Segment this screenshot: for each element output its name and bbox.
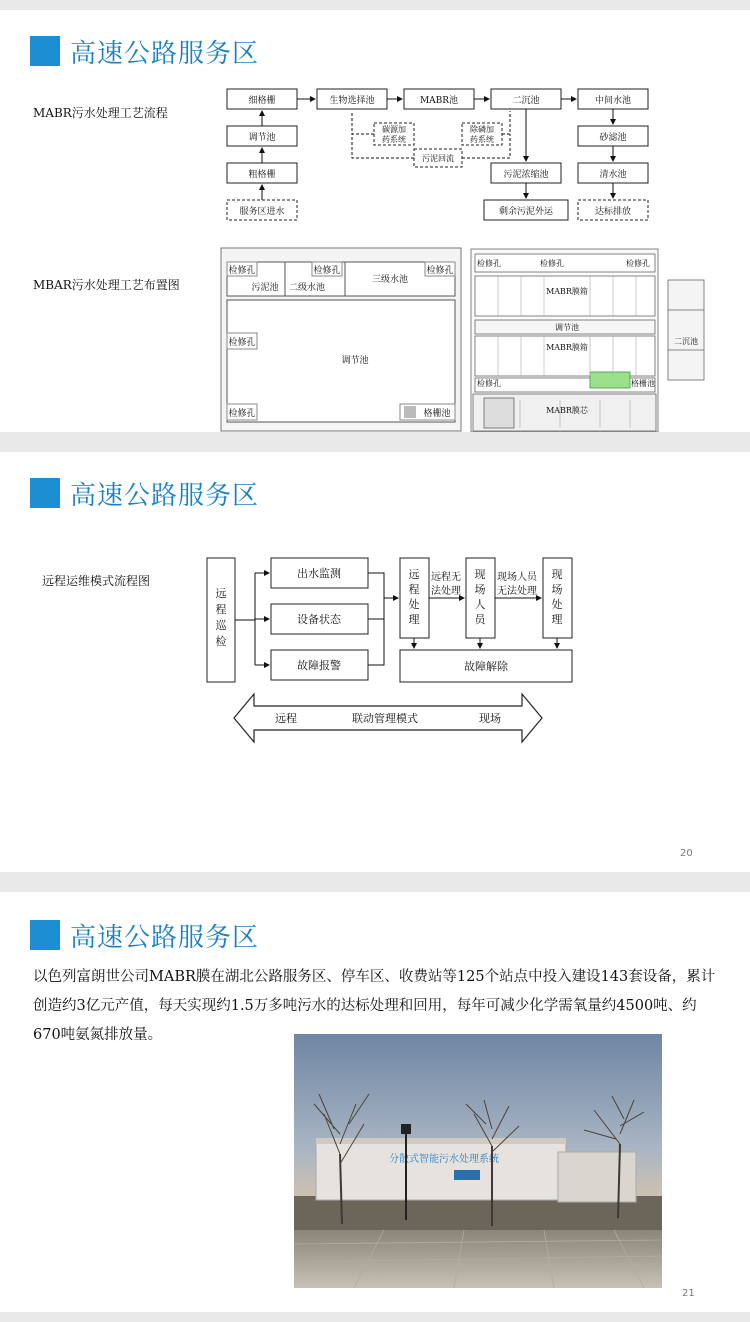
plan-r-mabr-2: MABR膜箱 — [546, 343, 588, 352]
flow-box-tiaojiechi: 调节池 — [248, 133, 276, 143]
plan-hole-3: 检修孔 — [426, 266, 454, 276]
flow-box-chulin: 除磷加 — [470, 125, 494, 134]
flow-box-tanyuan: 碳源加 — [382, 125, 406, 134]
plan-r-hole-1: 检修孔 — [477, 259, 501, 268]
photo-sign: 分散式智能污水处理系统 — [389, 1154, 499, 1165]
arrow-left-label: 远程 — [275, 712, 297, 725]
flow-box-dabiao: 达标排放 — [594, 207, 632, 217]
plan-hole-4: 检修孔 — [228, 338, 256, 348]
flow-box-qingshui: 清水池 — [599, 170, 627, 180]
node-xr-2: 场 — [474, 583, 486, 596]
plan-erji: 二级水池 — [288, 283, 326, 293]
flow-box-erchen: 二沉池 — [512, 96, 540, 106]
flow-box-nongsuo: 污泥浓缩池 — [503, 170, 549, 180]
layout-plan-right — [471, 249, 704, 432]
node-xr-1: 现 — [474, 568, 486, 581]
plan-r-mabr-ji: MABR膜芯 — [546, 406, 588, 415]
layout-label: MBAR污水处理工艺布置图 — [33, 278, 180, 292]
node-xunjian-1: 远 — [215, 587, 227, 600]
flow-box-shengwu: 生物选择池 — [329, 96, 375, 106]
plan-r-hole-4: 检修孔 — [477, 379, 501, 388]
flow-box-shalv: 砂滤池 — [599, 133, 627, 143]
label-wufa-2: 法处理 — [431, 586, 461, 597]
node-xunjian-2: 程 — [215, 603, 227, 616]
node-guzhang: 故障报警 — [297, 659, 341, 672]
flow-box-zhongjian: 中间水池 — [594, 96, 632, 106]
node-yc-1: 远 — [408, 568, 420, 581]
ops-flow-diagram — [0, 452, 750, 872]
plan-r-hole-3: 检修孔 — [626, 259, 650, 268]
slide-title: 高速公路服务区 — [70, 923, 260, 953]
plan-tiaojie: 调节池 — [341, 356, 369, 366]
flow-box-xigeshan: 细格栅 — [248, 96, 276, 106]
plan-r-tiaojie: 调节池 — [555, 323, 579, 332]
node-xunjian-4: 检 — [215, 635, 227, 648]
flow-box-cugeshan: 粗格栅 — [248, 170, 276, 180]
node-xr-3: 人 — [474, 598, 486, 611]
plan-hole-5: 检修孔 — [228, 409, 256, 419]
node-xr-4: 员 — [474, 613, 486, 626]
slide-title: 高速公路服务区 — [70, 39, 260, 69]
flow-label: MABR污水处理工艺流程 — [33, 106, 168, 120]
node-xc-1: 现 — [551, 568, 563, 581]
layout-plan-left — [221, 248, 461, 431]
page-number: 21 — [682, 1288, 695, 1299]
node-xc-3: 处 — [551, 598, 563, 611]
station-photo — [294, 1034, 662, 1288]
flow-box-tanyuan-2: 药系统 — [382, 135, 406, 144]
plan-sanji: 三级水池 — [371, 275, 409, 285]
node-yc-3: 处 — [408, 598, 420, 611]
plan-r-mabr-1: MABR膜箱 — [546, 287, 588, 296]
plan-r-hole-2: 检修孔 — [540, 259, 564, 268]
node-shebei: 设备状态 — [297, 613, 341, 626]
diagram-label: 远程运维模式流程图 — [42, 574, 151, 588]
node-xc-4: 理 — [551, 613, 563, 626]
title-marker-icon — [30, 920, 60, 950]
node-yc-4: 理 — [408, 613, 420, 626]
node-xc-2: 场 — [551, 583, 563, 596]
page-number: 20 — [680, 848, 693, 859]
node-yc-2: 程 — [408, 583, 420, 596]
flow-box-shengyu: 剩余污泥外运 — [498, 207, 554, 217]
plan-hole-1: 检修孔 — [228, 266, 256, 276]
label-wufa-1: 远程无 — [431, 572, 461, 583]
arrow-center-label: 联动管理模式 — [352, 712, 418, 725]
slide-2 — [0, 452, 750, 872]
label-renyuan-1: 现场人员 — [497, 572, 537, 583]
slide-title: 高速公路服务区 — [70, 481, 260, 511]
plan-r-erchen: 二沉池 — [674, 337, 698, 346]
node-chushui: 出水监测 — [297, 567, 341, 580]
flow-box-mabr: MABR池 — [419, 96, 459, 106]
plan-hole-2: 检修孔 — [313, 266, 341, 276]
slide-1 — [0, 10, 750, 432]
flow-box-jinshui: 服务区进水 — [239, 207, 285, 217]
label-renyuan-2: 无法处理 — [497, 586, 537, 597]
flow-box-huiliu: 污泥回流 — [422, 154, 454, 163]
plan-wunichi: 污泥池 — [251, 283, 279, 293]
arrow-right-label: 现场 — [479, 712, 501, 725]
plan-r-geshan: 格栅池 — [631, 379, 655, 388]
slide-paragraph: 以色列富朗世公司MABR膜在湖北公路服务区、停车区、收费站等125个站点中投入建设143套设备，累计创造约3亿元产值，每天实现约1.5万多吨污水的达标处理和回用，每年可减少化学需氧量约4500吨、约670吨氨氮排放量。 — [33, 969, 716, 1043]
flow-box-chulin-2: 药系统 — [470, 135, 494, 144]
process-flow-diagram — [0, 10, 750, 432]
node-xunjian-3: 巡 — [215, 619, 227, 632]
plan-geshan: 格栅池 — [423, 409, 451, 419]
node-jiechu: 故障解除 — [464, 660, 508, 673]
